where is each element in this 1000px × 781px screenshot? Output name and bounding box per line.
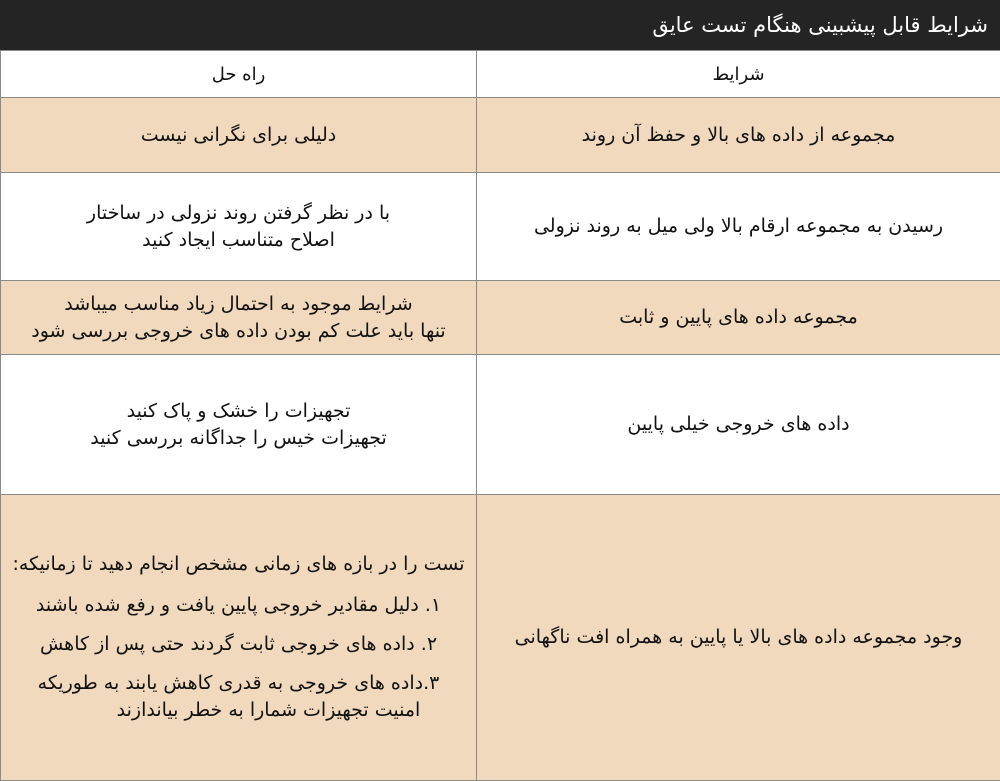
header-condition: شرایط: [477, 51, 1000, 98]
solution-cell: [1, 495, 477, 781]
solution-cell: [1, 355, 477, 495]
header-row: [1, 51, 1000, 98]
table-row: [1, 281, 1000, 355]
solution-cell: [1, 173, 477, 281]
solution-intro: تست را در بازه های زمانی مشخص انجام دهید تا زمانیکه:: [12, 553, 465, 575]
solution-line: شرایط موجود به احتمال زیاد مناسب میباشد: [64, 292, 413, 315]
table-row: [1, 355, 1000, 495]
condition-cell: داده های خروجی خیلی پایین: [477, 355, 1000, 495]
condition-cell: مجموعه از داده های بالا و حفظ آن روند: [477, 98, 1000, 173]
solution-line: با در نظر گرفتن روند نزولی در ساختار: [86, 201, 391, 224]
table-row: [1, 495, 1000, 781]
solution-list-item: ۳.داده های خروجی به قدری کاهش یابند به طوریکه: [37, 672, 440, 694]
condition-cell: مجموعه داده های پایین و ثابت: [477, 281, 1000, 355]
table-row: [1, 173, 1000, 281]
conditions-table: [0, 50, 1000, 781]
table-title: شرایط قابل پیشبینی هنگام تست عایق: [0, 0, 1000, 50]
condition-cell: وجود مجموعه داده های بالا یا پایین به همراه افت ناگهانی: [477, 495, 1000, 781]
solution-list-item: ۱. دلیل مقادیر خروجی پایین یافت و رفع شده باشند: [35, 594, 442, 616]
solution-line: اصلاح متناسب ایجاد کنید: [142, 228, 335, 251]
solution-list-continuation: امنیت تجهیزات شمارا به خطر بیاندازند: [116, 699, 421, 721]
table-row: [1, 98, 1000, 173]
solution-line: تجهیزات را خشک و پاک کنید: [126, 399, 351, 422]
solution-cell: [1, 281, 477, 355]
solution-list-item: ۲. داده های خروجی ثابت گردند حتی پس از کاهش: [39, 633, 438, 655]
solution-line: دلیلی برای نگرانی نیست: [140, 123, 337, 146]
solution-line: تجهیزات خیس را جداگانه بررسی کنید: [90, 426, 387, 449]
solution-cell: [1, 98, 477, 173]
header-solution: راه حل: [1, 51, 477, 98]
condition-cell: رسیدن به مجموعه ارقام بالا ولی میل به روند نزولی: [477, 173, 1000, 281]
solution-line: تنها باید علت کم بودن داده های خروجی بررسی شود: [31, 319, 446, 342]
